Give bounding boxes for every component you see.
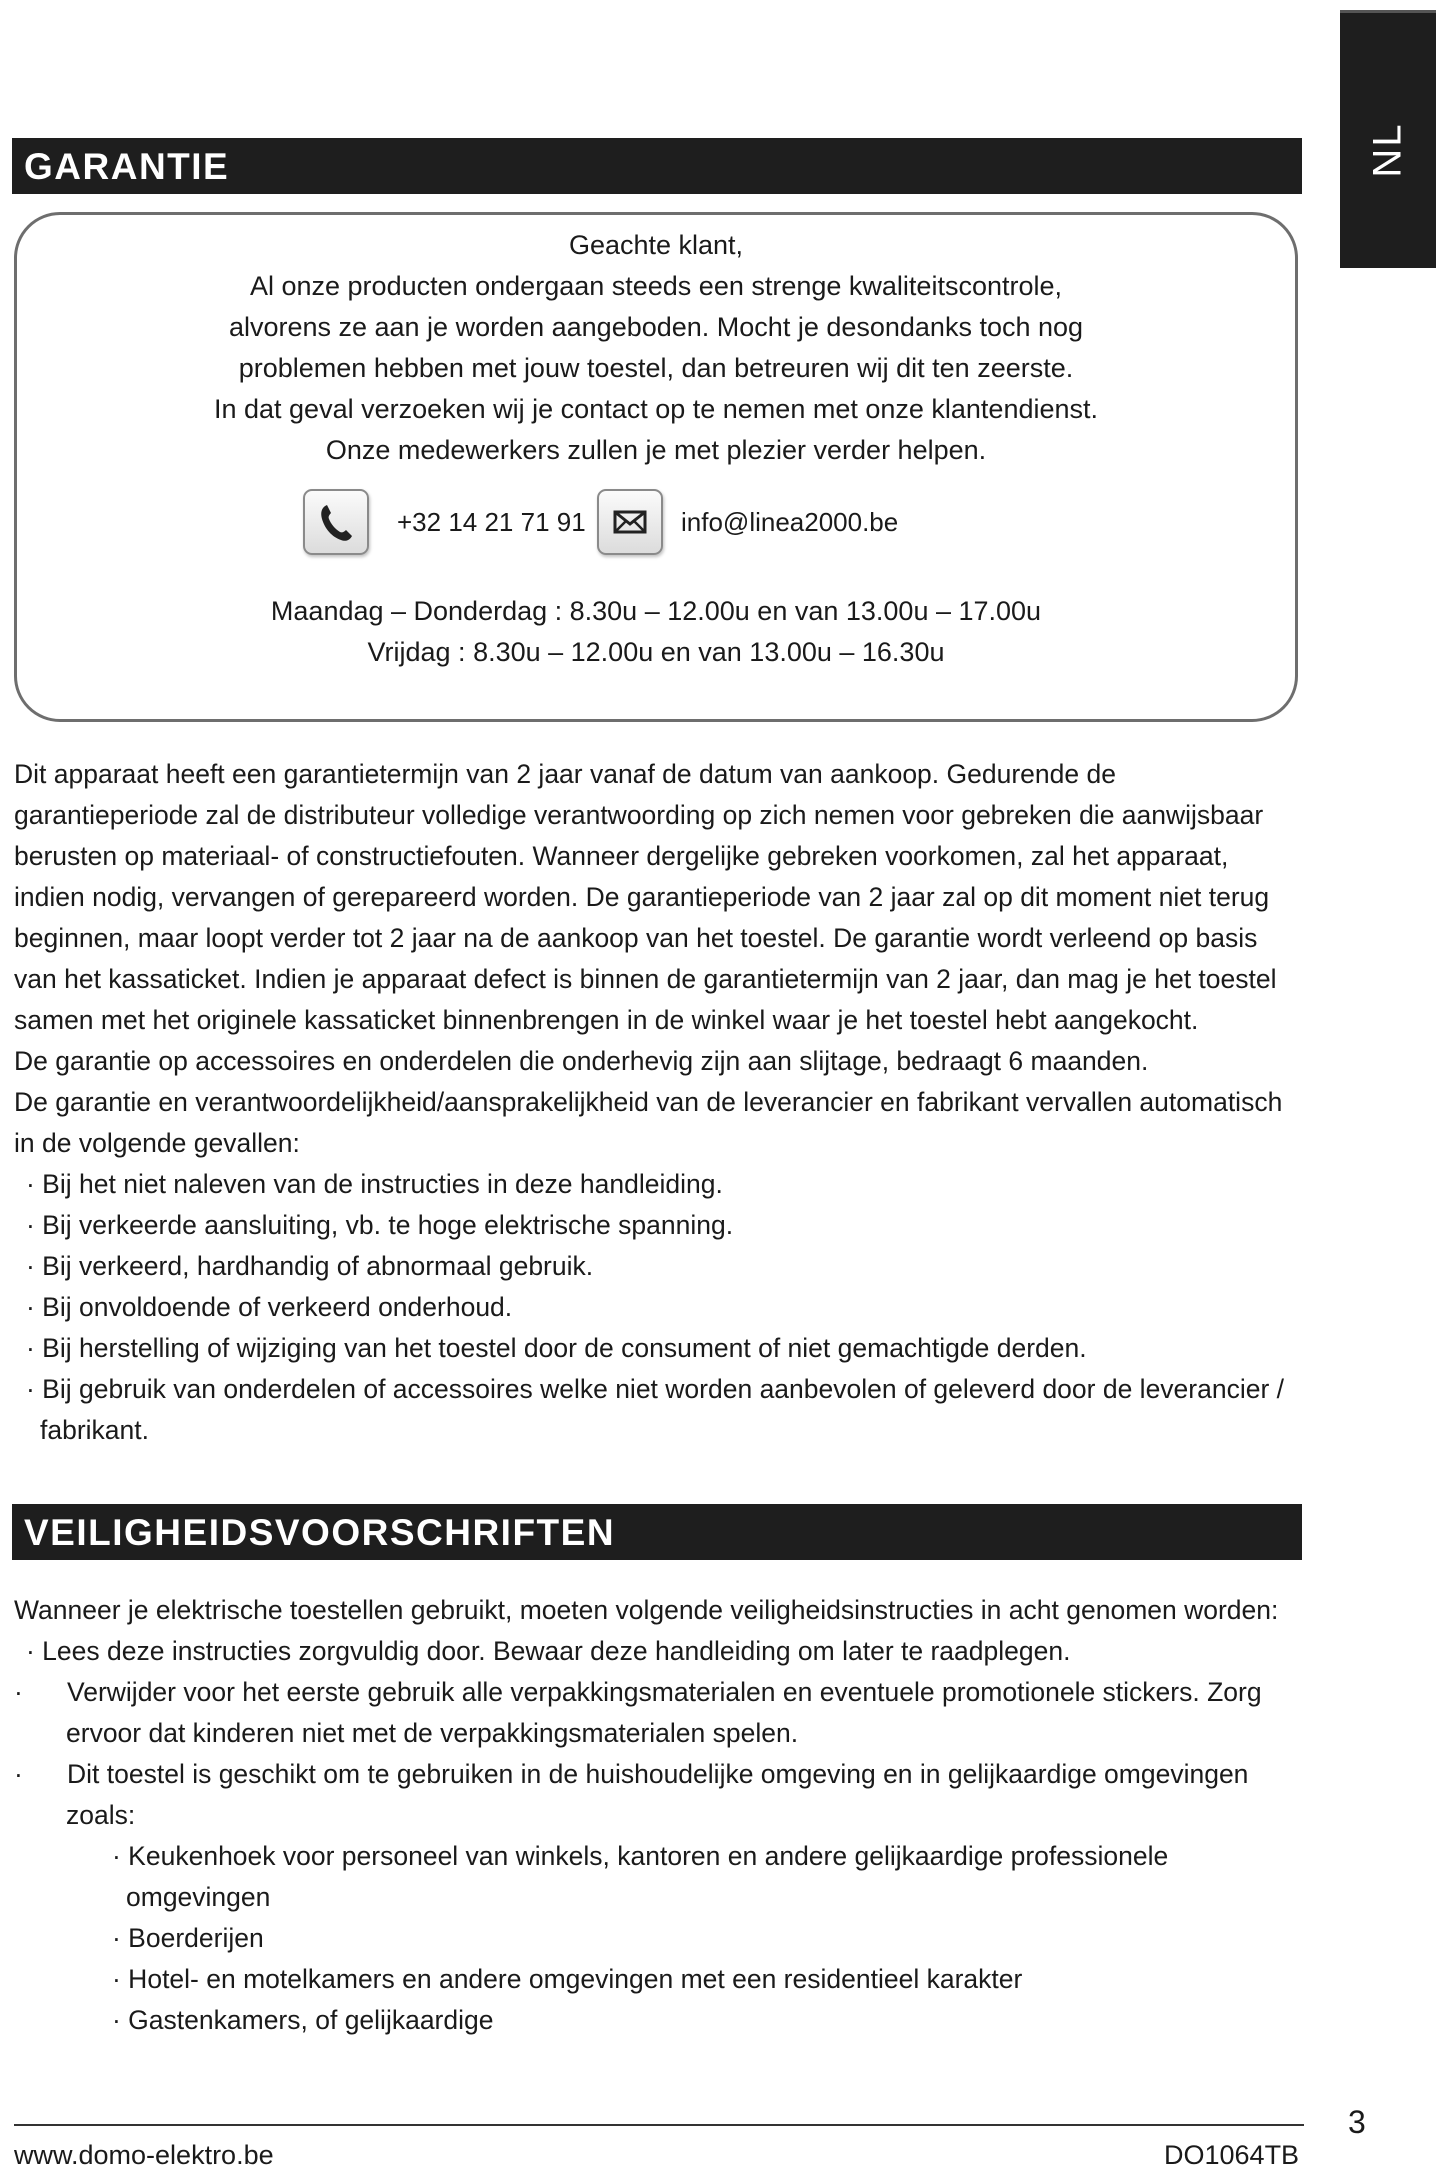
footer-website[interactable]: www.domo-elektro.be (14, 2140, 274, 2170)
safety-intro: Wanneer je elektrische toestellen gebruikt, moeten volgende veiligheidsinstructies in acht genomen worden: (14, 1595, 1279, 1625)
intro-line: In dat geval verzoeken wij je contact op te nemen met onze klantendienst. (213, 394, 1099, 424)
void-item: · Bij onvoldoende of verkeerd onderhoud. (26, 1292, 513, 1322)
void-item: · Bij herstelling of wijziging van het toestel door de consument of niet gemachtigde derden. (26, 1333, 1087, 1363)
void-item: · Bij verkeerd, hardhandig of abnormaal gebruik. (26, 1251, 594, 1281)
page-number: 3 (1348, 2104, 1366, 2140)
footer-model: DO1064TB (1164, 2140, 1300, 2170)
void-item: · Bij verkeerde aansluiting, vb. te hoge elektrische spanning. (26, 1210, 734, 1240)
phone-number[interactable]: +32 14 21 71 91 (397, 507, 586, 537)
footer-divider (14, 2124, 1304, 2126)
tab-edge (1340, 10, 1436, 13)
intro-line: Al onze producten ondergaan steeds een strenge kwaliteitscontrole, (249, 271, 1063, 301)
language-tab (1340, 10, 1436, 268)
warranty-text (14, 754, 1304, 1451)
intro-line: problemen hebben met jouw toestel, dan betreuren wij dit ten zeerste. (238, 353, 1074, 383)
void-intro: De garantie en verantwoordelijkheid/aansprakelijkheid van de leverancier en fabrikant vervallen automatisch in de volgende gevallen: (14, 1087, 1283, 1158)
void-item: · Bij het niet naleven van de instructies in deze handleiding. (26, 1169, 723, 1199)
email-address[interactable]: info@linea2000.be (681, 507, 899, 537)
void-item: · Bij gebruik van onderdelen of accessoires welke niet worden aanbevolen of geleverd door de leverancier / fabrikant. (26, 1374, 1285, 1445)
safety-sub-item: · Gastenkamers, of gelijkaardige (112, 2005, 494, 2035)
contact-intro (17, 225, 1295, 471)
safety-sub-item: · Boerderijen (112, 1923, 264, 1953)
safety-item: · Lees deze instructies zorgvuldig door. Bewaar deze handleiding om later te raadplegen. (26, 1636, 1071, 1666)
intro-line: Onze medewerkers zullen je met plezier verder helpen. (325, 435, 987, 465)
safety-item: · Dit toestel is geschikt om te gebruiken in de huishoudelijke omgeving en in gelijkaardige omgevingen zoals: (14, 1759, 1256, 1830)
language-code: NL (1365, 122, 1410, 178)
safety-text (14, 1590, 1304, 2041)
mail-icon (597, 489, 663, 555)
contact-row (17, 489, 1295, 559)
safety-sub-item: · Hotel- en motelkamers en andere omgevingen met een residentieel karakter (112, 1964, 1023, 1994)
hours-weekdays: Maandag – Donderdag : 8.30u – 12.00u en van 13.00u – 17.00u (270, 596, 1042, 626)
intro-line: Geachte klant, (568, 230, 744, 260)
safety-sub-item: · Keukenhoek voor personeel van winkels, kantoren en andere gelijkaardige professionele omgevingen (112, 1841, 1169, 1912)
intro-line: alvorens ze aan je worden aangeboden. Mocht je desondanks toch nog (228, 312, 1084, 342)
warranty-paragraph: Dit apparaat heeft een garantietermijn van 2 jaar vanaf de datum van aankoop. Gedurende de garantieperiode zal de distributeur volledige verantwoording op zich nemen voor gebreken die aanwijsbaar berusten op materiaal- of constructiefouten. Wanneer dergelijke gebreken voorkomen, zal het apparaat, indien nodig, vervangen of gerepareerd worden. De garantieperiode van 2 jaar zal op dit moment niet terug beginnen, maar loopt verder tot 2 jaar na de aankoop van het toestel. De garantie wordt verleend op basis van het kassaticket. Indien je apparaat defect is binnen de garantietermijn van 2 jaar, dan mag je het toestel samen met het originele kassaticket binnenbrengen in de winkel waar je het toestel hebt aangekocht. (14, 759, 1277, 1035)
phone-icon (303, 489, 369, 555)
safety-item: · Verwijder voor het eerste gebruik alle verpakkingsmaterialen en eventuele promotionele stickers. Zorg ervoor dat kinderen niet met de verpakkingsmaterialen spelen. (14, 1677, 1269, 1748)
section-header-garantie: GARANTIE (12, 138, 1302, 194)
hours-friday: Vrijdag : 8.30u – 12.00u en van 13.00u – 16.30u (367, 637, 945, 667)
contact-box (14, 212, 1298, 722)
accessories-paragraph: De garantie op accessoires en onderdelen die onderhevig zijn aan slijtage, bedraagt 6 maanden. (14, 1046, 1149, 1076)
opening-hours (17, 591, 1295, 673)
section-header-veiligheid: VEILIGHEIDSVOORSCHRIFTEN (12, 1504, 1302, 1560)
